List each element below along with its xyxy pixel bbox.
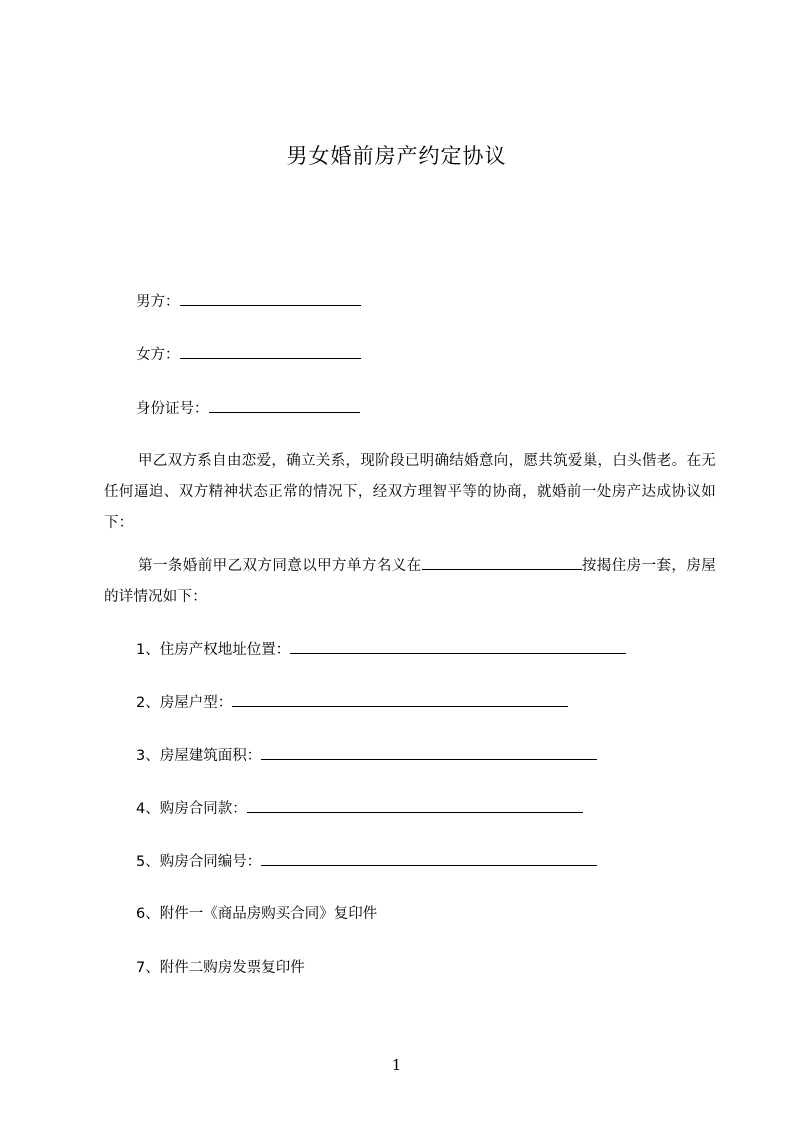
item-contract-number-label: 5、购房合同编号： — [136, 854, 262, 870]
item-area-blank[interactable] — [261, 745, 597, 760]
item-attachment-two-label: 7、附件二购房发票复印件 — [136, 960, 305, 976]
item-area — [136, 745, 597, 766]
id-number-blank[interactable] — [209, 398, 360, 413]
item-attachment-one-label: 6、附件一《商品房购买合同》复印件 — [136, 906, 378, 922]
intro-paragraph: 甲乙双方系自由恋爱，确立关系，现阶段已明确结婚意向，愿共筑爱巢，白头偕老。在无任何逼迫、双方精神状态正常的情况下，经双方理智平等的协商，就婚前一处房产达成协议如下： — [104, 453, 716, 531]
male-party-label: 男方： — [136, 294, 180, 310]
female-party-label: 女方： — [136, 347, 180, 363]
article-one-paragraph — [104, 551, 716, 613]
male-party-line — [136, 291, 361, 312]
item-area-label: 3、房屋建筑面积： — [136, 748, 262, 764]
item-address — [136, 639, 626, 660]
item-attachment-two — [136, 958, 305, 978]
item-layout — [136, 692, 568, 713]
id-number-line — [136, 398, 360, 419]
item-contract-number-blank[interactable] — [261, 851, 597, 866]
female-party-line — [136, 344, 361, 365]
item-address-label: 1、住房产权地址位置： — [136, 642, 291, 658]
male-party-blank[interactable] — [180, 291, 361, 306]
article-one-text-after: 按揭住房一套，房屋的详情况如下： — [104, 558, 716, 605]
item-address-blank[interactable] — [290, 639, 626, 654]
female-party-blank[interactable] — [180, 344, 361, 359]
document-title: 男女婚前房产约定协议 — [286, 144, 507, 168]
item-contract-price-label: 4、购房合同款： — [136, 801, 247, 817]
article-one-location-blank[interactable] — [422, 555, 582, 570]
item-layout-blank[interactable] — [232, 692, 568, 707]
article-one-text-before: 第一条婚前甲乙双方同意以甲方单方名义在 — [138, 558, 422, 574]
item-contract-price-blank[interactable] — [247, 798, 583, 813]
item-contract-price — [136, 798, 583, 819]
item-attachment-one — [136, 904, 377, 924]
item-layout-label: 2、房屋户型： — [136, 695, 233, 711]
page-number: 1 — [391, 1056, 402, 1074]
id-number-label: 身份证号： — [136, 401, 209, 417]
item-contract-number — [136, 851, 597, 872]
